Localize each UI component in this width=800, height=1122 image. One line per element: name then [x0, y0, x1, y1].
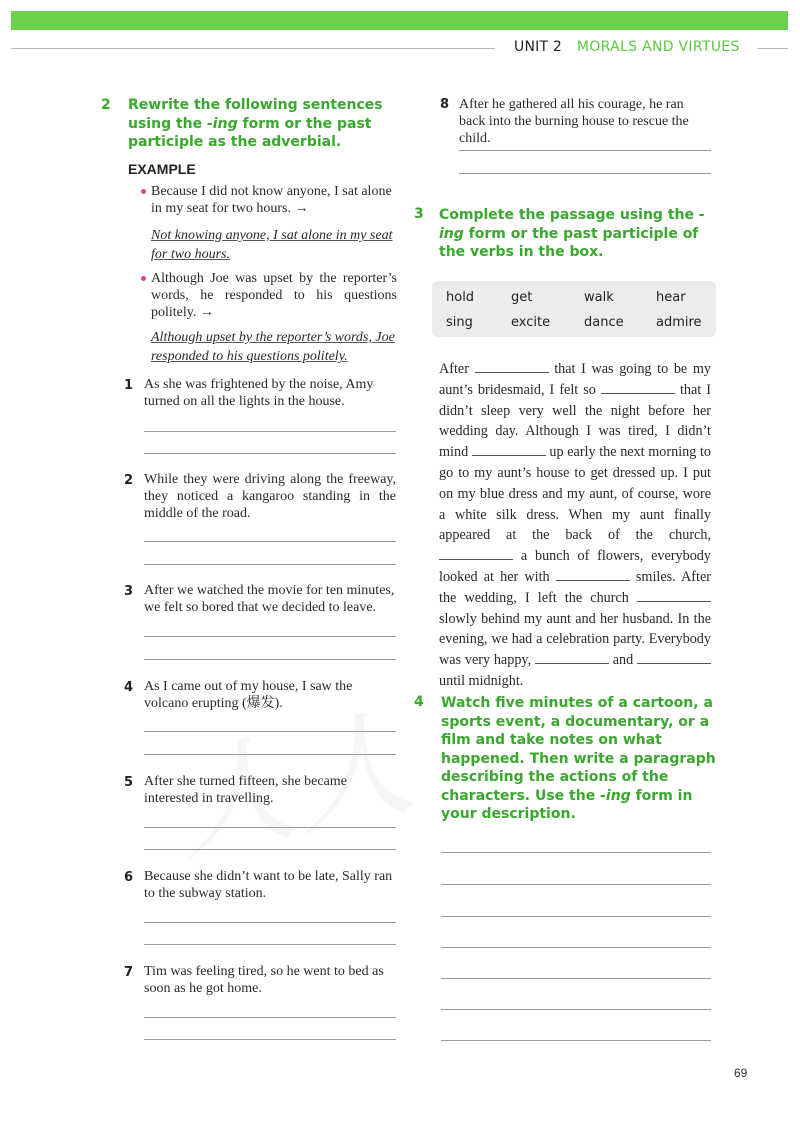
word-item: hold	[446, 290, 475, 305]
question-text: After he gathered all his courage, he ran back into the burning house to rescue the child.	[459, 97, 689, 146]
question-number: 1	[124, 378, 134, 393]
answer-line[interactable]	[144, 1039, 396, 1040]
answer-line[interactable]	[441, 1040, 711, 1041]
question-number: 3	[124, 584, 134, 599]
answer-line[interactable]	[441, 1009, 711, 1010]
answer-line[interactable]	[144, 922, 396, 923]
answer-line[interactable]	[459, 150, 711, 151]
question-text: Because she didn’t want to be late, Sally ran to the subway station.	[144, 869, 393, 901]
answer-line[interactable]	[144, 636, 396, 637]
answer-line[interactable]	[144, 754, 396, 755]
question-text: After she turned fifteen, she became interested in travelling.	[144, 774, 347, 806]
question-text: As she was frightened by the noise, Amy turned on all the lights in the house.	[144, 377, 374, 409]
question-number: 7	[124, 965, 134, 980]
word-item: hear	[656, 290, 686, 305]
answer-line[interactable]	[144, 1017, 396, 1018]
answer-line[interactable]	[441, 978, 711, 979]
page-number: 69	[734, 1066, 748, 1080]
blank[interactable]	[637, 651, 711, 664]
answer-line[interactable]	[144, 659, 396, 660]
answer-line[interactable]	[144, 944, 396, 945]
question-number: 6	[124, 870, 134, 885]
blank[interactable]	[439, 547, 513, 560]
bullet-icon	[141, 276, 146, 281]
answer-line[interactable]	[441, 884, 711, 885]
question-number: 5	[124, 775, 134, 790]
task3-number: 3	[414, 206, 424, 222]
word-item: walk	[584, 290, 614, 305]
answer-line[interactable]	[441, 916, 711, 917]
task4-number: 4	[414, 694, 424, 710]
answer-line[interactable]	[459, 173, 711, 174]
answer-line[interactable]	[144, 431, 396, 432]
question-text: As I came out of my house, I saw the volcano erupting (爆发).	[144, 679, 353, 711]
blank[interactable]	[472, 443, 546, 456]
blank[interactable]	[535, 651, 609, 664]
answer-line[interactable]	[441, 852, 711, 853]
unit-title: MORALS AND VIRTUES	[577, 39, 740, 55]
blank[interactable]	[637, 589, 711, 602]
top-accent-bar	[11, 11, 788, 30]
task2-number: 2	[101, 97, 111, 113]
question-number: 2	[124, 473, 134, 488]
example-sentence: Because I did not know anyone, I sat alone in my seat for two hours. →	[151, 184, 392, 216]
answer-line[interactable]	[144, 849, 396, 850]
question-text: Tim was feeling tired, so he went to bed as soon as he got home.	[144, 964, 384, 996]
task4-instruction: Watch five minutes of a cartoon, a sports event, a documentary, or a film and take notes on what happened. Then write a paragraph describing the actions of the characters. Use the -ing form in your description.	[441, 695, 716, 822]
answer-line[interactable]	[144, 731, 396, 732]
header-rule-right	[757, 48, 788, 49]
example-sentence: Although Joe was upset by the reporter’s words, he responded to his questions politely. →	[151, 271, 397, 320]
question-number: 8	[440, 97, 450, 112]
question-number: 4	[124, 680, 134, 695]
task2-instruction: Rewrite the following sentences using the -ing form or the past participle as the adverbial.	[128, 97, 383, 150]
word-item: sing	[446, 315, 473, 330]
unit-label: UNIT 2	[514, 39, 562, 55]
passage: After that I was going to be my aunt’s bridesmaid, I felt so that I didn’t sleep very well the night before her wedding day. Although I was tired, I didn’t mind up early the next morning to go to my aunt’s house to get dressed up. I put on my blue dress and my aunt, of course, wore a white silk dress. When my aunt finally appeared at the back of the church, a bunch of flowers, everybody looked at her with smiles. After the wedding, I left the church slowly behind my aunt and her husband. In the evening, we had a celebration party. Everybody was very happy, and until midnight.	[439, 361, 711, 689]
answer-line[interactable]	[144, 541, 396, 542]
word-item: get	[511, 290, 533, 305]
answer-line[interactable]	[144, 564, 396, 565]
word-item: admire	[656, 315, 702, 330]
answer-line[interactable]	[441, 947, 711, 948]
word-box	[432, 281, 716, 337]
task3-instruction: Complete the passage using the -ing form or the past participle of the verbs in the box.	[439, 207, 705, 260]
blank[interactable]	[556, 568, 630, 581]
word-item: excite	[511, 315, 551, 330]
bullet-icon	[141, 189, 146, 194]
example-answer: Although upset by the reporter’s words, Joe responded to his questions politely.	[151, 330, 395, 364]
blank[interactable]	[601, 381, 675, 394]
header-rule-left	[11, 48, 495, 49]
example-label: EXAMPLE	[128, 161, 196, 177]
question-text: After we watched the movie for ten minutes, we felt so bored that we decided to leave.	[144, 583, 395, 615]
question-text: While they were driving along the freeway, they noticed a kangaroo standing in the middle of the road.	[144, 472, 396, 521]
answer-line[interactable]	[144, 453, 396, 454]
word-item: dance	[584, 315, 624, 330]
answer-line[interactable]	[144, 827, 396, 828]
blank[interactable]	[475, 360, 549, 373]
example-answer: Not knowing anyone, I sat alone in my seat for two hours.	[151, 228, 393, 262]
